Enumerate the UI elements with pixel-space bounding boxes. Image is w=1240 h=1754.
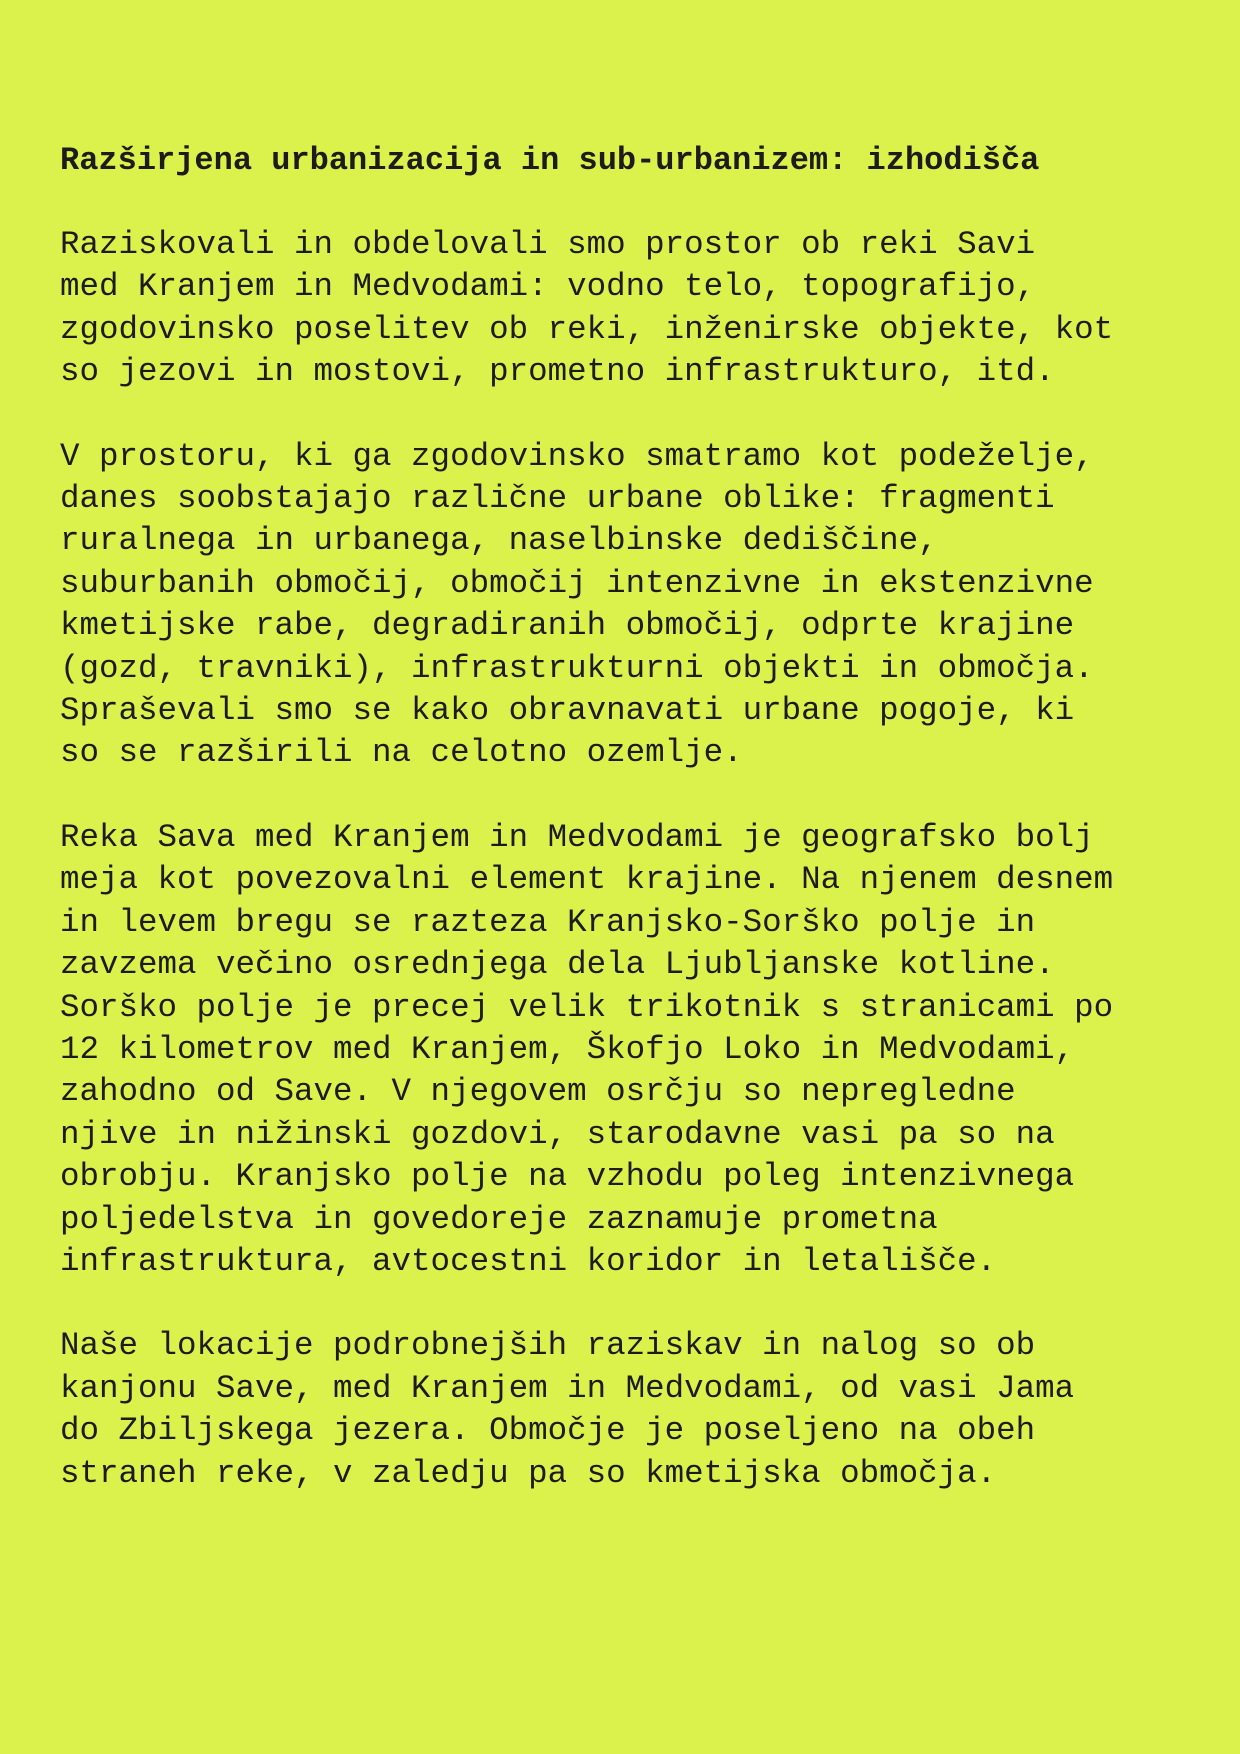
text-line: poljedelstva in govedoreje zaznamuje prometna <box>60 1200 938 1238</box>
text-line: kmetijske rabe, degradiranih območij, odprte krajine <box>60 607 1075 645</box>
text-line: obrobju. Kranjsko polje na vzhodu poleg intenzivnega <box>60 1158 1075 1196</box>
text-line: Reka Sava med Kranjem in Medvodami je geografsko bolj <box>60 818 1094 856</box>
paragraph-4 <box>60 1325 1190 1495</box>
text-line: ruralnega in urbanega, naselbinske dediščine, <box>60 522 938 560</box>
text-line: danes soobstajajo različne urbane oblike: fragmenti <box>60 480 1055 518</box>
text-line: Spraševali smo se kako obravnavati urbane pogoje, ki <box>60 692 1075 730</box>
text-line: njive in nižinski gozdovi, starodavne vasi pa so na <box>60 1115 1055 1153</box>
text-line: Sorško polje je precej velik trikotnik s stranicami po <box>60 988 1114 1026</box>
text-line: suburbanih območij, območij intenzivne in ekstenzivne <box>60 564 1094 602</box>
text-line: V prostoru, ki ga zgodovinsko smatramo kot podeželje, <box>60 437 1094 475</box>
text-line: straneh reke, v zaledju pa so kmetijska območja. <box>60 1454 997 1492</box>
text-line: zavzema večino osrednjega dela Ljubljanske kotline. <box>60 946 1055 984</box>
text-line: do Zbiljskega jezera. Območje je poseljeno na obeh <box>60 1412 1036 1450</box>
text-line: in levem bregu se razteza Kranjsko-Sorško polje in <box>60 903 1036 941</box>
text-line: med Kranjem in Medvodami: vodno telo, topografijo, <box>60 268 1036 306</box>
text-line: Raziskovali in obdelovali smo prostor ob reki Savi <box>60 226 1036 263</box>
text-line: so jezovi in mostovi, prometno infrastrukturo, itd. <box>60 353 1055 391</box>
text-line: meja kot povezovalni element krajine. Na njenem desnem <box>60 861 1114 899</box>
text-line: 12 kilometrov med Kranjem, Škofjo Loko in Medvodami, <box>60 1030 1075 1068</box>
text-line: so se razširili na celotno ozemlje. <box>60 734 743 772</box>
document-title: Razširjena urbanizacija in sub-urbanizem: izhodišča <box>60 142 1040 179</box>
document-page <box>60 140 1190 1537</box>
text-line: zgodovinsko poselitev ob reki, inženirske objekte, kot <box>60 310 1114 348</box>
paragraph-2 <box>60 436 1190 775</box>
text-line: kanjonu Save, med Kranjem in Medvodami, od vasi Jama <box>60 1369 1075 1407</box>
paragraph-1 <box>60 224 1190 394</box>
text-line: zahodno od Save. V njegovem osrčju so nepregledne <box>60 1073 1016 1111</box>
text-line: Naše lokacije podrobnejših raziskav in nalog so ob <box>60 1327 1036 1365</box>
text-line: (gozd, travniki), infrastrukturni objekti in območja. <box>60 649 1094 687</box>
text-line: infrastruktura, avtocestni koridor in letališče. <box>60 1242 997 1280</box>
paragraph-3 <box>60 817 1190 1283</box>
